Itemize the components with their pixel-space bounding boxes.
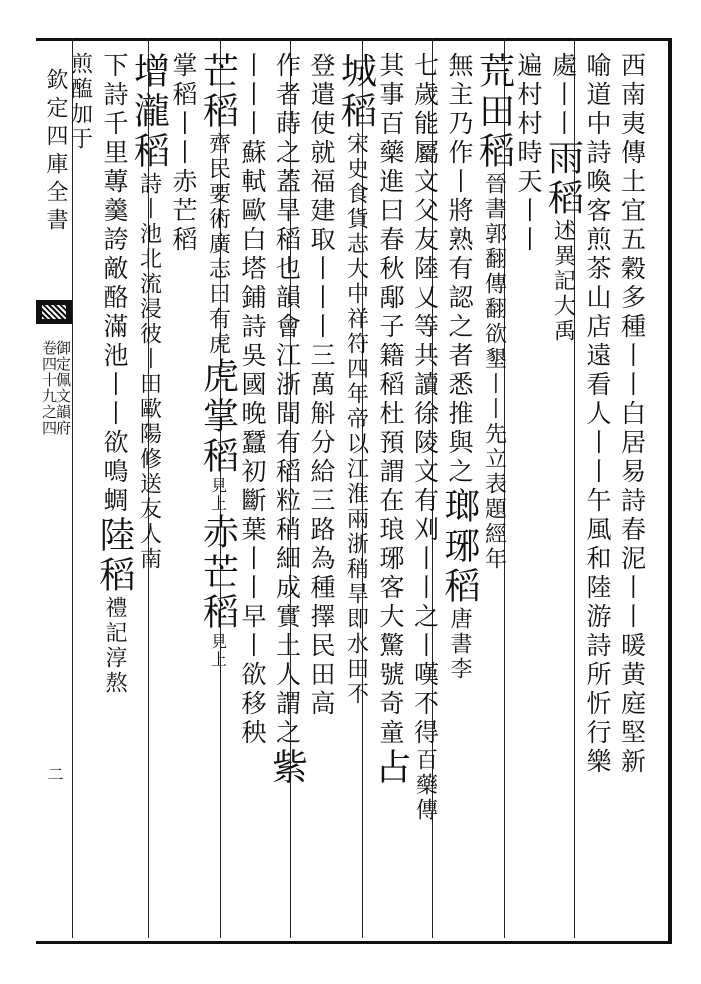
text-column xyxy=(128,52,170,572)
volume-number: 卷四十九之四 xyxy=(40,340,58,436)
text-column xyxy=(266,52,308,788)
text-run: 唐書李 xyxy=(447,607,472,682)
text-run: 掌稻丨丨赤芒稻 xyxy=(169,52,198,255)
book-title: 欽定四庫全書 xyxy=(43,68,68,236)
entry-heading: 城稻 xyxy=(335,52,377,132)
text-run: 詩丨池北流浸彼丨田歐陽修送友人南 xyxy=(136,172,162,572)
text-run: 其事百藥進曰春秋鄅子籍稻杜預謂在琅琊客大驚號奇童 xyxy=(376,52,405,748)
text-column xyxy=(305,52,337,719)
text-column xyxy=(64,52,96,152)
column-rule xyxy=(72,38,73,938)
text-column xyxy=(370,52,411,788)
text-run: 百藥傳 xyxy=(412,748,438,823)
text-column xyxy=(167,52,199,255)
text-run: 述異記大禹 xyxy=(550,219,576,344)
text-column xyxy=(335,52,377,707)
page-number: 二 xyxy=(45,766,64,782)
text-run: 晉書郭翻傳翻欲墾丨丨先立表題經年 xyxy=(481,172,507,572)
text-run: 禮記淳熬 xyxy=(102,596,127,696)
text-run: 喻道中詩喚客煎茶山店遠看人丨丨午風和陸游詩所忻行樂 xyxy=(583,52,612,777)
text-column xyxy=(512,52,544,255)
text-run: 宋史食貨志大中祥符四年帝以江淮兩浙稍旱即水田不 xyxy=(343,132,369,707)
text-run: 七歲能屬文父友陸乂等共讀徐陵文有刈丨丨之丨嘆不得 xyxy=(410,52,440,748)
entry-heading: 瑯琊稻 xyxy=(439,487,480,607)
fish-tail-mark-icon xyxy=(36,300,72,324)
entry-heading: 雨稻 xyxy=(542,139,584,219)
text-column xyxy=(616,52,648,777)
volume-title: 御定佩文韻府 xyxy=(54,340,72,436)
text-run: 西南夷傳土宜五穀多種丨丨白居易詩春泥丨丨暖黄庭堅新 xyxy=(617,52,647,777)
entry-heading: 占 xyxy=(370,748,411,788)
text-column xyxy=(439,52,480,682)
entry-heading: 虎掌稻 xyxy=(197,357,239,477)
text-run: 處丨丨 xyxy=(548,52,578,139)
text-run: 登遣使就福建取丨丨丨三萬斛分給三路為種擇民田高 xyxy=(307,52,336,719)
entry-heading: 紫 xyxy=(266,748,308,788)
text-run: 作者蒔之蓋旱稻也韻會江浙間有稻粒稍細成實土人謂之 xyxy=(272,52,302,748)
volume-label xyxy=(42,340,70,436)
entry-heading: 增 xyxy=(128,52,170,92)
text-column xyxy=(409,52,441,823)
cross-reference-note: 見上 xyxy=(208,477,228,513)
text-column xyxy=(197,52,239,669)
text-run: 遍村村時天丨丨 xyxy=(514,52,543,255)
entry-heading: 芒稻 xyxy=(197,52,239,132)
text-run: 齊民要術廣志曰有虎 xyxy=(205,132,231,357)
text-run: 丨丨丨蘇軾歐白塔鋪詩吳國晚蠶初斷葉丨丨早丨欲移秧 xyxy=(238,52,267,748)
entry-heading: 荒田稻 xyxy=(473,52,515,172)
text-run: 無主乃作丨將熟有認之者悉推與之 xyxy=(445,52,474,487)
entry-heading: 陸稻 xyxy=(94,516,135,596)
text-column xyxy=(236,52,268,748)
text-column xyxy=(581,52,613,777)
entry-heading: 瀧稻 xyxy=(128,92,170,172)
cross-reference-note: 見上 xyxy=(208,633,228,669)
text-column xyxy=(473,52,515,572)
text-column xyxy=(542,52,584,344)
text-run: 下詩千里蓴羹誇敵酪滿池丨丨欲鳴蜩 xyxy=(100,52,129,516)
text-run: 煎醢加于 xyxy=(67,52,93,152)
text-column xyxy=(94,52,135,696)
entry-heading: 赤芒稻 xyxy=(197,513,239,633)
book-margin xyxy=(36,38,72,938)
